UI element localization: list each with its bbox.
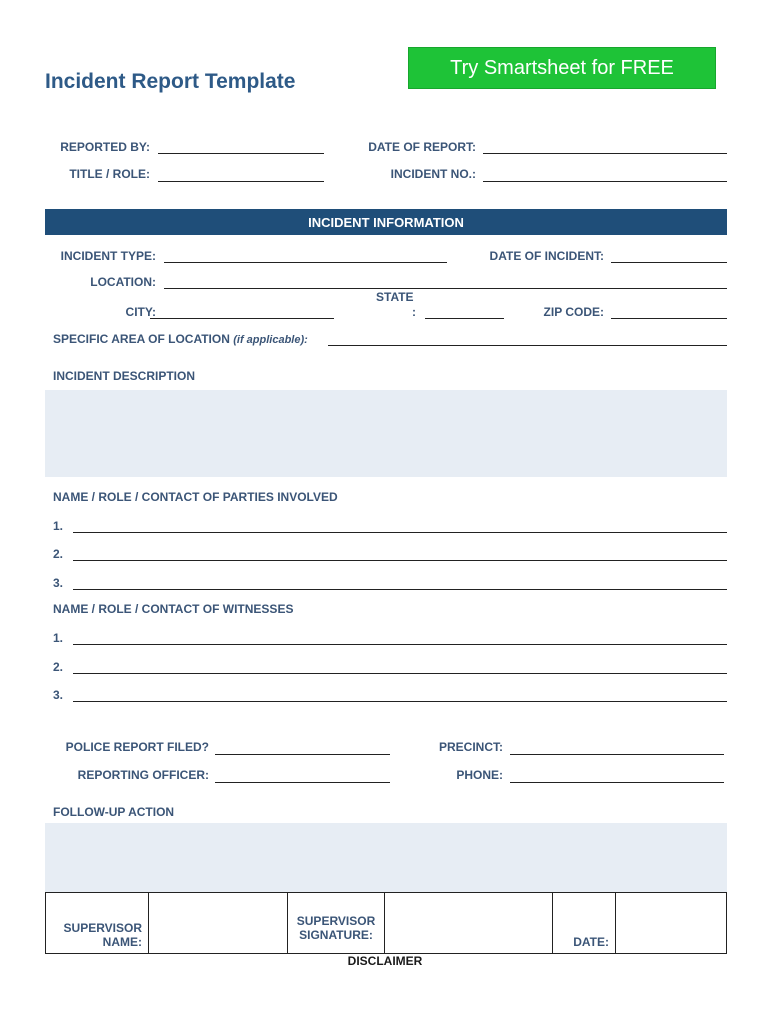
incident-type-label: INCIDENT TYPE:	[60, 249, 156, 263]
reporting-officer-label: REPORTING OFFICER:	[77, 768, 209, 782]
date-of-incident-label: DATE OF INCIDENT:	[489, 249, 604, 263]
incident-type-field[interactable]	[164, 262, 447, 263]
phone-field[interactable]	[510, 782, 724, 783]
reported-by-field[interactable]	[158, 153, 324, 154]
state-field[interactable]	[425, 318, 504, 319]
party-number-1: 1.	[53, 519, 64, 533]
supervisor-signature-field[interactable]	[385, 893, 553, 954]
zip-code-label: ZIP CODE:	[543, 305, 604, 319]
title-role-label: TITLE / ROLE:	[69, 167, 150, 181]
incident-description-label: INCIDENT DESCRIPTION	[53, 369, 196, 383]
supervisor-signature-label: SUPERVISOR SIGNATURE:	[288, 893, 385, 954]
city-label: CITY:	[125, 305, 156, 319]
party-field-2[interactable]	[73, 560, 727, 561]
section-banner: INCIDENT INFORMATION	[45, 209, 727, 235]
police-report-field[interactable]	[215, 754, 390, 755]
reported-by-label: REPORTED BY:	[60, 140, 150, 154]
witness-number-2: 2.	[53, 660, 64, 674]
date-of-incident-field[interactable]	[611, 262, 727, 263]
incident-description-field[interactable]	[45, 390, 727, 477]
date-of-report-field[interactable]	[483, 153, 727, 154]
witness-field-1[interactable]	[73, 644, 727, 645]
specific-area-text: SPECIFIC AREA OF LOCATION	[53, 332, 230, 346]
city-field[interactable]	[150, 318, 334, 319]
witness-number-3: 3.	[53, 688, 64, 702]
incident-no-field[interactable]	[483, 181, 727, 182]
witness-field-3[interactable]	[73, 701, 727, 702]
date-field[interactable]	[616, 893, 727, 954]
precinct-label: PRECINCT:	[438, 740, 503, 754]
followup-field[interactable]	[45, 823, 727, 893]
witness-number-1: 1.	[53, 631, 64, 645]
police-report-label: POLICE REPORT FILED?	[65, 740, 209, 754]
date-of-report-label: DATE OF REPORT:	[368, 140, 476, 154]
party-number-3: 3.	[53, 576, 64, 590]
specific-area-note: (if applicable):	[233, 334, 308, 346]
state-label-colon: :	[412, 305, 416, 319]
location-field[interactable]	[164, 288, 727, 289]
disclaimer: DISCLAIMER	[347, 954, 423, 968]
incident-no-label: INCIDENT NO.:	[390, 167, 476, 181]
witnesses-heading: NAME / ROLE / CONTACT OF WITNESSES	[53, 602, 294, 616]
supervisor-name-field[interactable]	[149, 893, 288, 954]
page-title: Incident Report Template	[45, 70, 296, 93]
zip-code-field[interactable]	[611, 318, 727, 319]
date-label: DATE:	[553, 893, 616, 954]
witness-field-2[interactable]	[73, 673, 727, 674]
supervisor-name-label: SUPERVISOR NAME:	[46, 893, 149, 954]
party-field-3[interactable]	[73, 589, 727, 590]
specific-area-label	[53, 332, 308, 346]
phone-label: PHONE:	[456, 768, 503, 782]
title-role-field[interactable]	[158, 181, 324, 182]
location-label: LOCATION:	[90, 275, 156, 289]
precinct-field[interactable]	[510, 754, 724, 755]
parties-heading: NAME / ROLE / CONTACT OF PARTIES INVOLVED	[53, 490, 338, 504]
reporting-officer-field[interactable]	[215, 782, 390, 783]
specific-area-field[interactable]	[328, 345, 727, 346]
state-label: STATE	[376, 290, 414, 304]
followup-label: FOLLOW-UP ACTION	[53, 805, 175, 819]
signature-table	[45, 892, 727, 954]
party-field-1[interactable]	[73, 532, 727, 533]
party-number-2: 2.	[53, 547, 64, 561]
try-smartsheet-button[interactable]: Try Smartsheet for FREE	[408, 47, 716, 89]
